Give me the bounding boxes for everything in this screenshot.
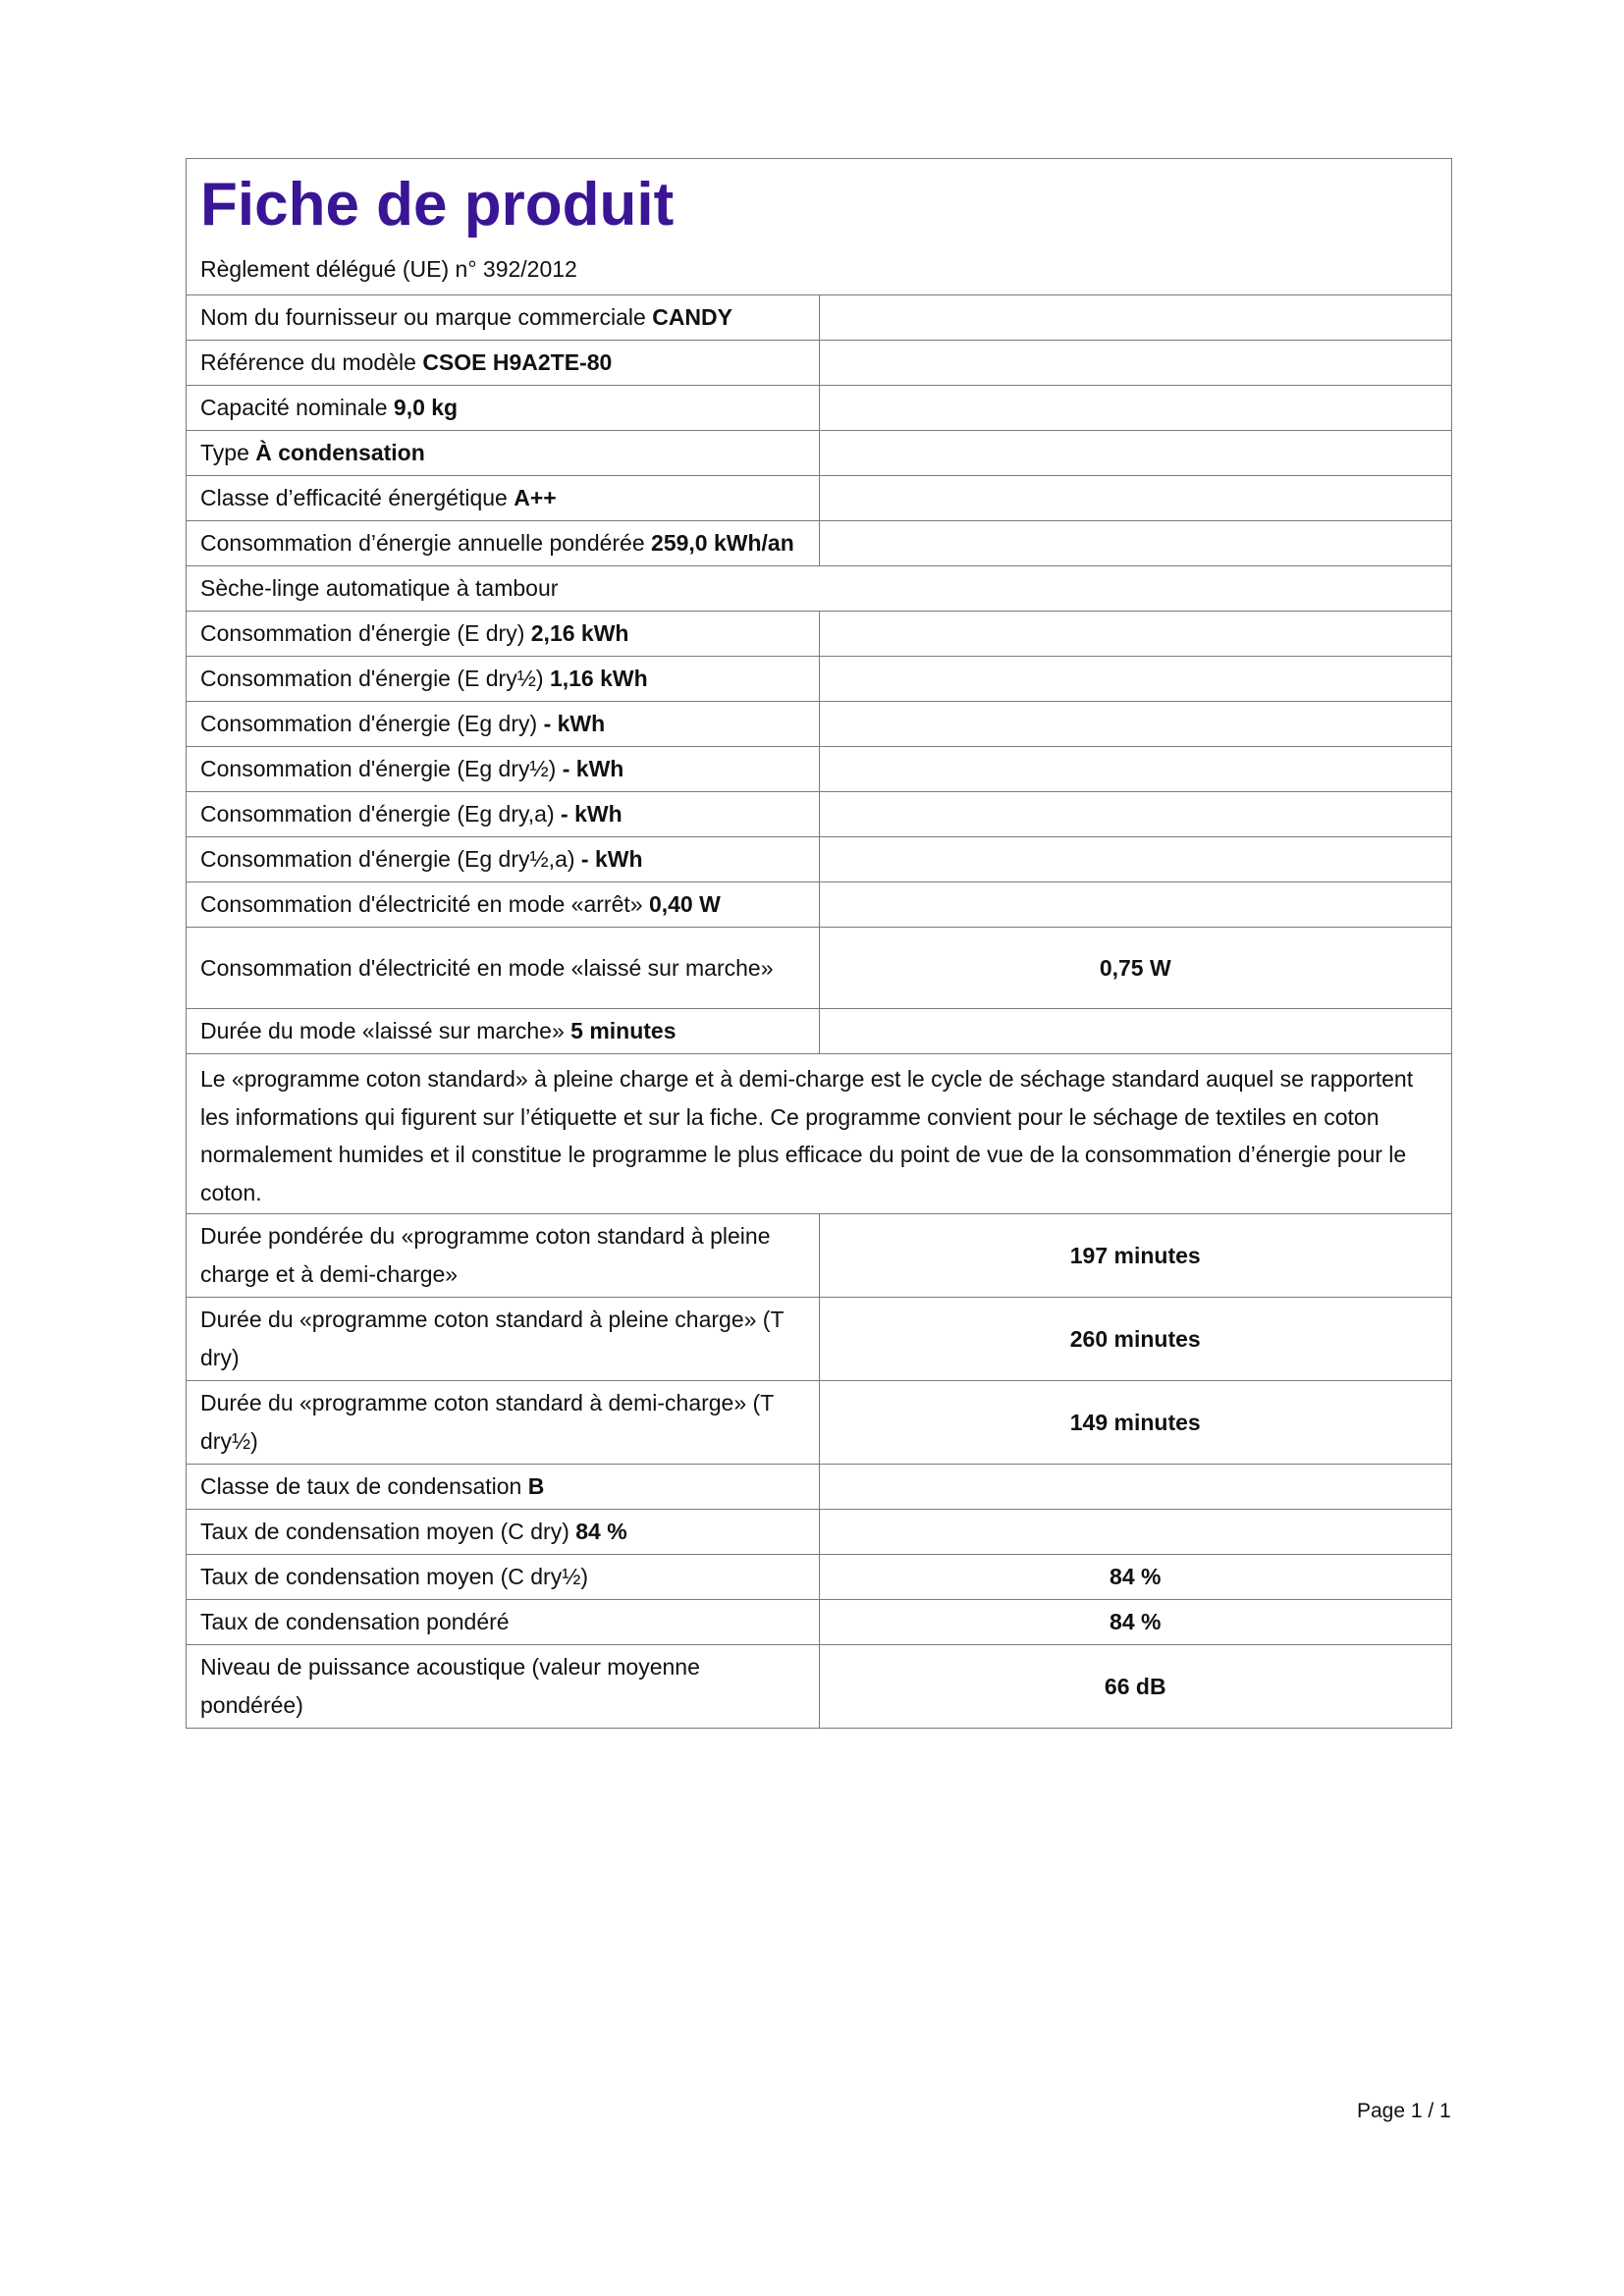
row-label: Consommation d'énergie (E dry½) 1,16 kWh [187, 657, 820, 702]
table-row [187, 882, 1452, 928]
row-label: Taux de condensation pondéré [187, 1600, 820, 1645]
row-value: 197 minutes [819, 1214, 1452, 1298]
table-row [187, 1054, 1452, 1214]
table-row [187, 1645, 1452, 1729]
table-row [187, 1555, 1452, 1600]
row-value [819, 431, 1452, 476]
row-value: 66 dB [819, 1645, 1452, 1729]
table-row [187, 431, 1452, 476]
row-value [819, 1009, 1452, 1054]
table-row [187, 521, 1452, 566]
row-value: 149 minutes [819, 1381, 1452, 1465]
row-label: Nom du fournisseur ou marque commerciale CANDY [187, 295, 820, 341]
row-value [819, 702, 1452, 747]
table-row [187, 1510, 1452, 1555]
row-value [819, 1510, 1452, 1555]
product-sheet [186, 158, 1452, 1729]
row-value [819, 657, 1452, 702]
row-value [819, 295, 1452, 341]
row-label: Référence du modèle CSOE H9A2TE-80 [187, 341, 820, 386]
table-row [187, 702, 1452, 747]
table-row [187, 792, 1452, 837]
table-row [187, 747, 1452, 792]
row-label: Consommation d'énergie (Eg dry½,a) - kWh [187, 837, 820, 882]
row-value [819, 612, 1452, 657]
table-row [187, 1600, 1452, 1645]
row-label: Capacité nominale 9,0 kg [187, 386, 820, 431]
row-label: Taux de condensation moyen (C dry) 84 % [187, 1510, 820, 1555]
row-label: Consommation d’énergie annuelle pondérée 259,0 kWh/an [187, 521, 820, 566]
table-row [187, 476, 1452, 521]
row-label: Durée pondérée du «programme coton standard à pleine charge et à demi-charge» [187, 1214, 820, 1298]
table-row [187, 341, 1452, 386]
row-label: Consommation d'électricité en mode «arrêt» 0,40 W [187, 882, 820, 928]
row-value [819, 521, 1452, 566]
row-label: Consommation d'énergie (Eg dry,a) - kWh [187, 792, 820, 837]
table-row [187, 386, 1452, 431]
table-row [187, 657, 1452, 702]
regulation-text: Règlement délégué (UE) n° 392/2012 [200, 256, 577, 282]
row-label: Niveau de puissance acoustique (valeur moyenne pondérée) [187, 1645, 820, 1729]
row-value [819, 386, 1452, 431]
row-label: Taux de condensation moyen (C dry½) [187, 1555, 820, 1600]
row-value: 84 % [819, 1555, 1452, 1600]
row-value [819, 882, 1452, 928]
row-label: Consommation d'énergie (E dry) 2,16 kWh [187, 612, 820, 657]
table-row [187, 612, 1452, 657]
row-value [819, 792, 1452, 837]
product-table [186, 158, 1452, 1729]
row-value: 260 minutes [819, 1298, 1452, 1381]
row-label: Classe de taux de condensation B [187, 1465, 820, 1510]
row-label-full: Sèche-linge automatique à tambour [187, 566, 1452, 612]
page-title: Fiche de produit [200, 171, 675, 239]
table-row [187, 837, 1452, 882]
table-row [187, 566, 1452, 612]
row-value: 84 % [819, 1600, 1452, 1645]
row-value [819, 1465, 1452, 1510]
row-label: Type À condensation [187, 431, 820, 476]
standard-programme-note: Le «programme coton standard» à pleine charge et à demi-charge est le cycle de séchage standard auquel se rapportent les informations qui figurent sur l’étiquette et sur la fiche. Ce programme convient pour le séchage de textiles en coton normalement humides et il constitue le programme le plus efficace du point de vue de la consommation d’énergie pour le coton. [187, 1054, 1452, 1214]
row-label: Durée du «programme coton standard à pleine charge» (T dry) [187, 1298, 820, 1381]
row-label: Classe d’efficacité énergétique A++ [187, 476, 820, 521]
row-label: Consommation d'électricité en mode «laissé sur marche» [187, 928, 820, 1009]
row-value [819, 341, 1452, 386]
table-row [187, 1298, 1452, 1381]
row-value [819, 747, 1452, 792]
table-row [187, 1465, 1452, 1510]
header-cell [187, 159, 1452, 295]
table-row [187, 295, 1452, 341]
row-label: Durée du mode «laissé sur marche» 5 minutes [187, 1009, 820, 1054]
table-row [187, 1214, 1452, 1298]
page-number: Page 1 / 1 [1357, 2100, 1451, 2122]
row-value [819, 837, 1452, 882]
row-label: Consommation d'énergie (Eg dry½) - kWh [187, 747, 820, 792]
table-row [187, 1009, 1452, 1054]
table-row [187, 1381, 1452, 1465]
row-value [819, 476, 1452, 521]
row-label: Consommation d'énergie (Eg dry) - kWh [187, 702, 820, 747]
row-label: Durée du «programme coton standard à demi-charge» (T dry½) [187, 1381, 820, 1465]
table-row [187, 928, 1452, 1009]
row-value: 0,75 W [819, 928, 1452, 1009]
